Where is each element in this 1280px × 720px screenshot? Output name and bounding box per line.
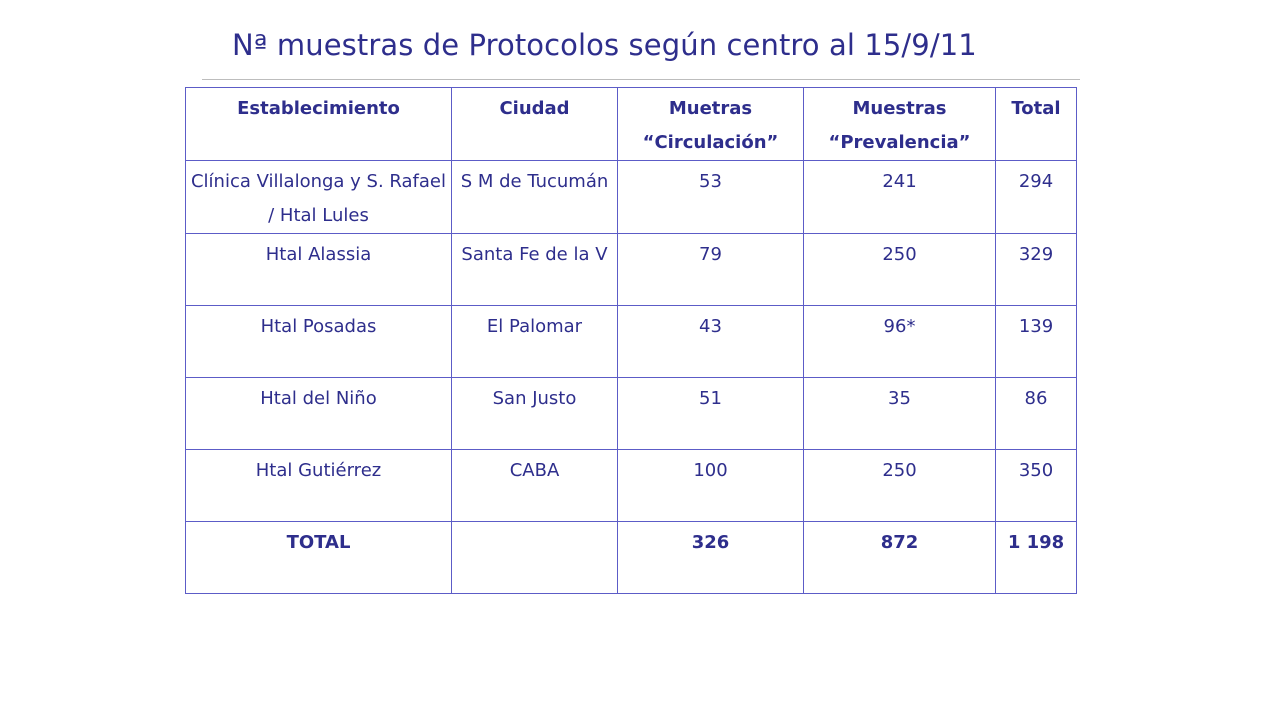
table-row [186,234,1077,306]
header-prevalencia [804,88,996,161]
table-row [186,161,1077,234]
cell-ciudad: El Palomar [452,306,618,378]
cell-total: 139 [996,306,1077,378]
header-prevalencia-line2: “Prevalencia” [828,132,971,153]
cell-total: 350 [996,450,1077,522]
table-header-row [186,88,1077,161]
cell-circulacion: 53 [618,161,804,234]
cell-circulacion: 100 [618,450,804,522]
cell-prevalencia: 250 [804,234,996,306]
cell-establecimiento: Htal Posadas [186,306,452,378]
cell-circulacion: 79 [618,234,804,306]
header-prevalencia-line1: Muestras [852,98,947,119]
cell-ciudad: Santa Fe de la V [452,234,618,306]
cell-prevalencia: 35 [804,378,996,450]
cell-circulacion: 43 [618,306,804,378]
cell-total: 86 [996,378,1077,450]
cell-prevalencia: 241 [804,161,996,234]
cell-establecimiento: Htal del Niño [186,378,452,450]
cell-ciudad: CABA [452,450,618,522]
cell-ciudad: San Justo [452,378,618,450]
header-circulacion-line1: Muetras [668,98,753,119]
totals-row [186,522,1077,594]
header-circulacion [618,88,804,161]
table-row [186,378,1077,450]
cell-establecimiento: Htal Gutiérrez [186,450,452,522]
header-ciudad: Ciudad [452,88,618,161]
cell-total: 329 [996,234,1077,306]
header-establecimiento: Establecimiento [186,88,452,161]
cell-prevalencia: 250 [804,450,996,522]
cell-ciudad: S M de Tucumán [452,161,618,234]
totals-label: TOTAL [186,522,452,594]
totals-circulacion: 326 [618,522,804,594]
protocol-samples-table [185,87,1077,594]
title-divider [202,79,1080,80]
table-row [186,450,1077,522]
cell-circulacion: 51 [618,378,804,450]
totals-ciudad [452,522,618,594]
cell-establecimiento: Clínica Villalonga y S. Rafael / Htal Lules [186,161,452,234]
cell-prevalencia: 96* [804,306,996,378]
cell-total: 294 [996,161,1077,234]
table-row [186,306,1077,378]
totals-prevalencia: 872 [804,522,996,594]
totals-total: 1 198 [996,522,1077,594]
cell-establecimiento: Htal Alassia [186,234,452,306]
header-total: Total [996,88,1077,161]
slide-title: Nª muestras de Protocolos según centro al 15/9/11 [232,28,977,62]
header-circulacion-line2: “Circulación” [642,132,779,153]
